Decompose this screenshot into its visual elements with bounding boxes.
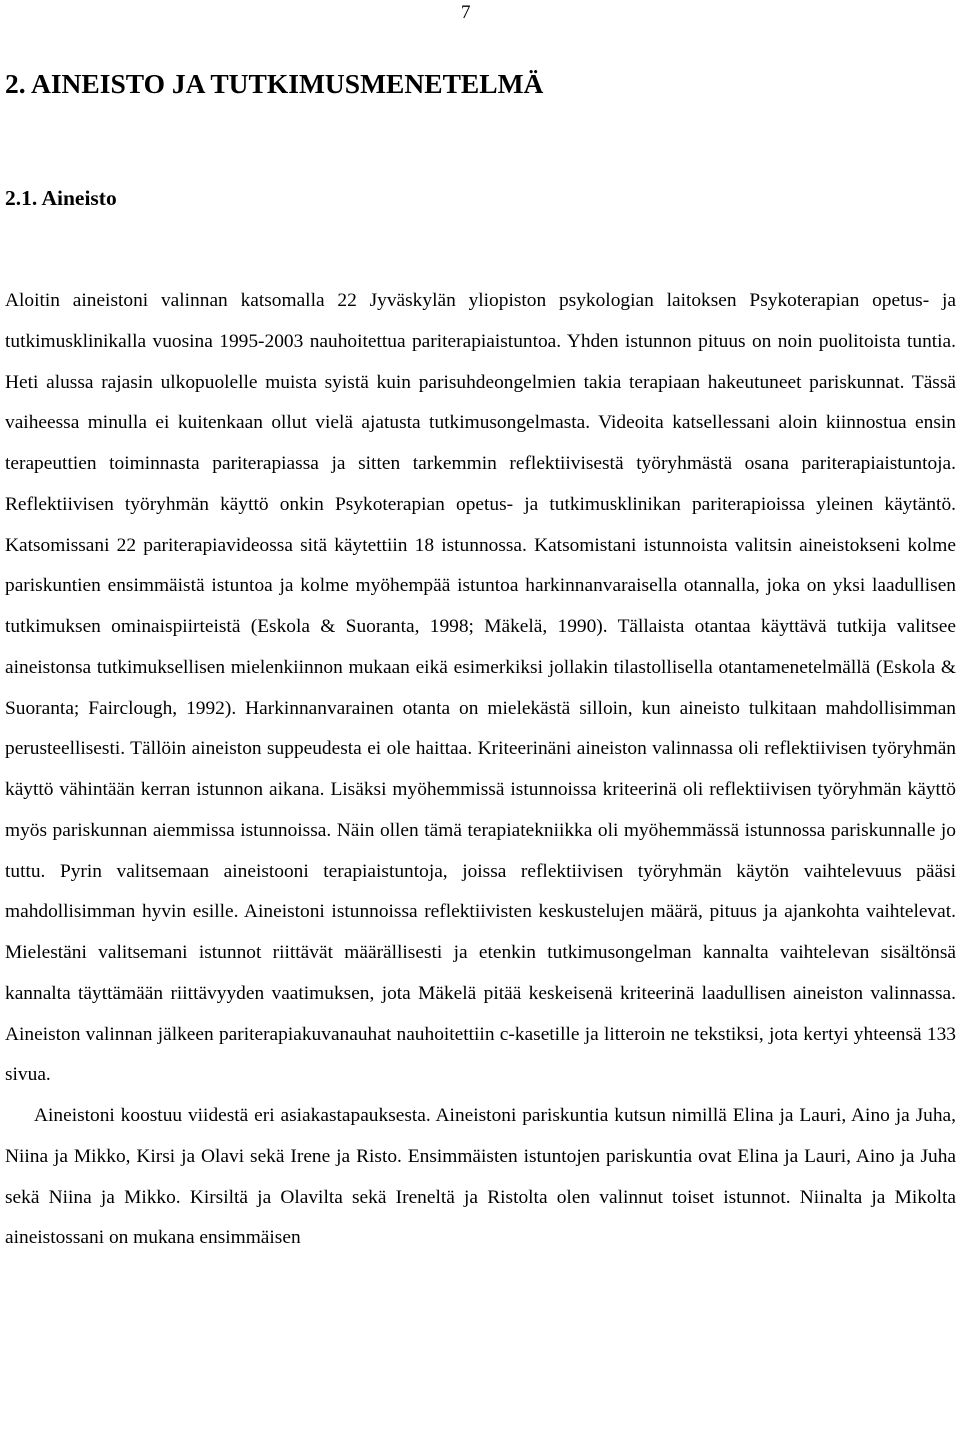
chapter-heading: 2. AINEISTO JA TUTKIMUSMENETELMÄ — [5, 68, 544, 99]
section-heading: 2.1. Aineisto — [5, 186, 117, 210]
paragraph-2: Aineistoni koostuu viidestä eri asiakastapauksesta. Aineistoni pariskuntia kutsun nimillä Elina ja Lauri, Aino ja Juha, Niina ja Mikko, Kirsi ja Olavi sekä Irene ja Risto. Ensimmäisten istuntojen pariskuntia ovat Elina ja Lauri, Aino ja Juha sekä Niina ja Mikko. Kirsiltä ja Olavilta sekä Ireneltä ja Ristolta olen valinnut toiset istunnot. Niinalta ja Mikolta aineistossani on mukana ensimmäisen — [5, 1105, 956, 1249]
page-number: 7 — [461, 2, 471, 23]
paragraph-1: Aloitin aineistoni valinnan katsomalla 22 Jyväskylän yliopiston psykologian laitoksen Psykoterapian opetus- ja tutkimusklinikalla vuosina 1995-2003 nauhoitettua pariterapiaistuntoa. Yhden istunnon pituus on noin puolitoista tuntia. Heti alussa rajasin ulkopuolelle muista syistä kuin parisuhdeongelmien takia terapiaan hakeutuneet pariskunnat. Tässä vaiheessa minulla ei kuitenkaan ollut vielä ajatusta tutkimusongelmasta. Videoita katsellessani aloin kiinnostua ensin terapeuttien toiminnasta pariterapiassa ja sitten tarkemmin reflektiivisestä työryhmästä osana pariterapiaistuntoja. Reflektiivisen työryhmän käyttö onkin Psykoterapian opetus- ja tutkimusklinikan pariterapioissa yleinen käytäntö. Katsomissani 22 pariterapiavideossa sitä käytettiin 18 istunnossa. Katsomistani istunnoista valitsin aineistokseni kolme pariskuntien ensimmäistä istuntoa ja kolme myöhempää istuntoa harkinnanvaraisella otannalla, joka on yksi laadullisen tutkimuksen ominaispiirteistä (Eskola & Suoranta, 1998; Mäkelä, 1990). Tällaista otantaa käyttävä tutkija valitsee aineistonsa tutkimuksellisen mielenkiinnon mukaan eikä esimerkiksi jollakin tilastollisella otantamenetelmällä (Eskola & Suoranta; Fairclough, 1992). Harkinnanvarainen otanta on mielekästä silloin, kun aineisto tulkitaan mahdollisimman perusteellisesti. Tällöin aineiston suppeudesta ei ole haittaa. Kriteerinäni aineiston valinnassa oli reflektiivisen työryhmän käyttö vähintään kerran istunnon aikana. Lisäksi myöhemmissä istunnoissa kriteerinä oli reflektiivisen työryhmän käyttö myös pariskunnan aiemmissa istunnoissa. Näin ollen tämä terapiatekniikka oli myöhemmässä istunnossa pariskunnalle jo tuttu. Pyrin valitsemaan aineistooni terapiaistuntoja, joissa reflektiivisen työryhmän käytön vaihtelevuus pääsi mahdollisimman hyvin esille. Aineistoni istunnoissa reflektiivisten keskustelujen määrä, pituus ja ajankohta vaihtelevat. Mielestäni valitsemani istunnot riittävät määrällisesti ja etenkin tutkimusongelman kannalta vaihtelevan sisältönsä kannalta täyttämään riittävyyden vaatimuksen, jota Mäkelä pitää keskeisenä kriteerinä laadullisen aineiston valinnassa. Aineiston valinnan jälkeen pariterapiakuvanauhat nauhoitettiin c-kasetille ja litteroin ne tekstiksi, jota kertyi yhteensä 133 sivua. — [5, 290, 956, 1086]
body-text — [5, 281, 956, 1259]
